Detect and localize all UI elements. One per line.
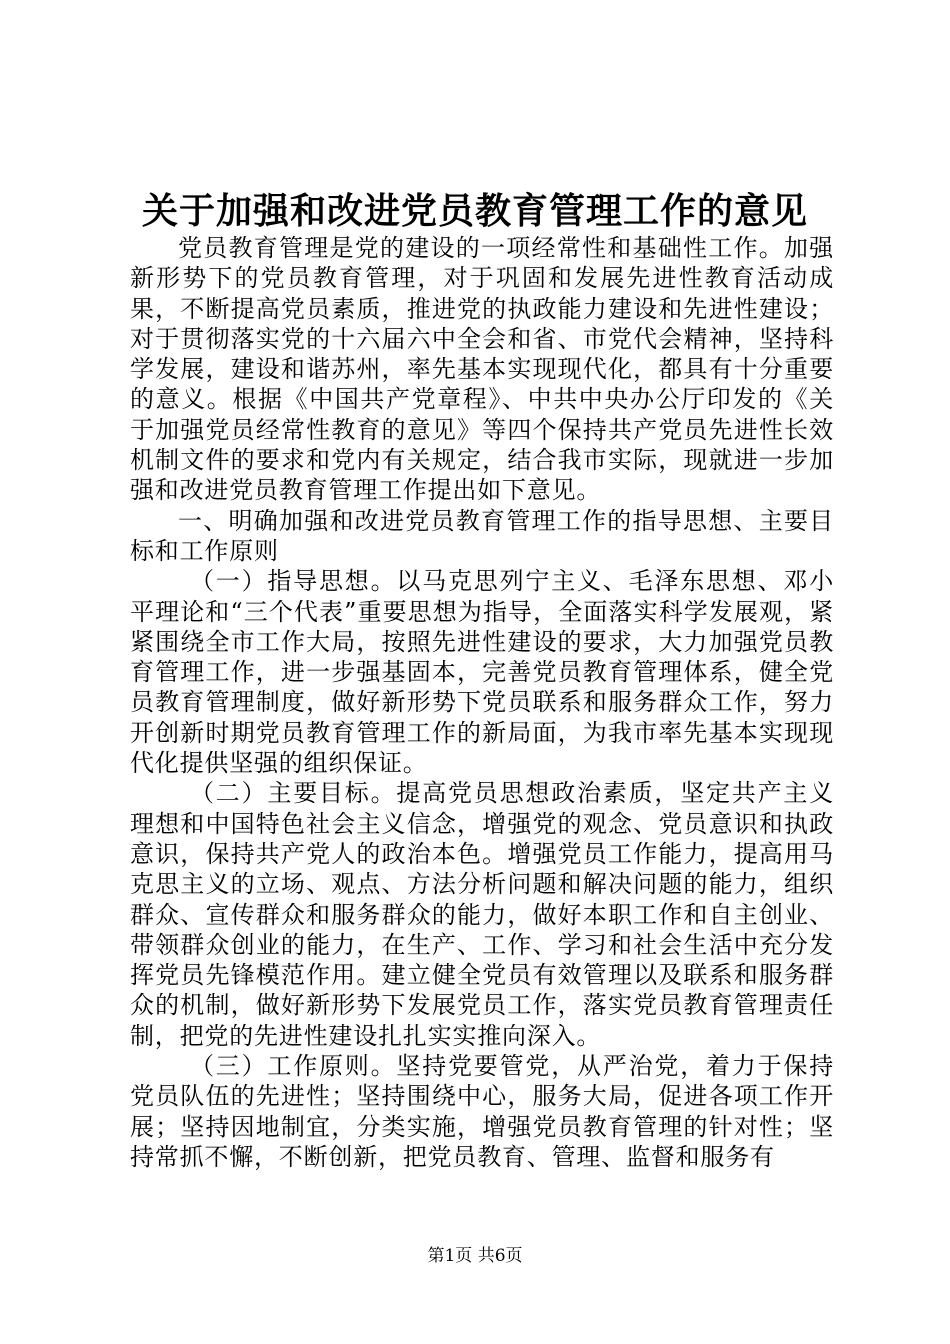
main-goals-paragraph: （二）主要目标。提高党员思想政治素质，坚定共产主义理想和中国特色社会主义信念，增强党的观念、党员意识和执政意识，保持共产党人的政治本色。增强党员工作能力，提高用马克思主义的立场、观点、方法分析问题和解决问题的能力，组织群众、宣传群众和服务群众的能力，做好本职工作和自主创业、带领群众创业的能力，在生产、工作、学习和社会生活中充分发挥党员先锋模范作用。建立健全党员有效管理以及联系和服务群众的机制，做好新形势下发展党员工作，落实党员教育管理责任制，把党的先进性建设扎扎实实推向深入。 <box>130 779 834 1050</box>
document-title: 关于加强和改进党员教育管理工作的意见 <box>141 190 808 232</box>
guiding-ideology-paragraph: （一）指导思想。以马克思列宁主义、毛泽东思想、邓小平理论和“三个代表”重要思想为指导，全面落实科学发展观，紧紧围绕全市工作大局，按照先进性建设的要求，大力加强党员教育管理工作，进一步强基固本，完善党员教育管理体系，健全党员教育管理制度，做好新形势下党员联系和服务群众工作，努力开创新时期党员教育管理工作的新局面，为我市率先基本实现现代化提供坚强的组织保证。 <box>130 567 834 778</box>
intro-paragraph: 党员教育管理是党的建设的一项经常性和基础性工作。加强新形势下的党员教育管理，对于巩固和发展先进性教育活动成果，不断提高党员素质，推进党的执政能力建设和先进性建设；对于贯彻落实党的十六届六中全会和省、市党代会精神，坚持科学发展，建设和谐苏州，率先基本实现现代化，都具有十分重要的意义。根据《中国共产党章程》、中共中央办公厅印发的《关于加强党员经常性教育的意见》等四个保持共产党员先进性长效机制文件的要求和党内有关规定，结合我市实际，现就进一步加强和改进党员教育管理工作提出如下意见。 <box>130 234 834 505</box>
section-heading: 一、明确加强和改进党员教育管理工作的指导思想、主要目标和工作原则 <box>130 506 834 565</box>
work-principles-paragraph: （三）工作原则。坚持党要管党，从严治党，着力于保持党员队伍的先进性；坚持围绕中心，服务大局，促进各项工作开展；坚持因地制宜，分类实施，增强党员教育管理的针对性；坚持常抓不懈，不断创新，把党员教育、管理、监督和服务有 <box>130 1052 834 1171</box>
page-number-footer: 第1页 共6页 <box>427 1246 523 1266</box>
document-body <box>130 233 834 1172</box>
